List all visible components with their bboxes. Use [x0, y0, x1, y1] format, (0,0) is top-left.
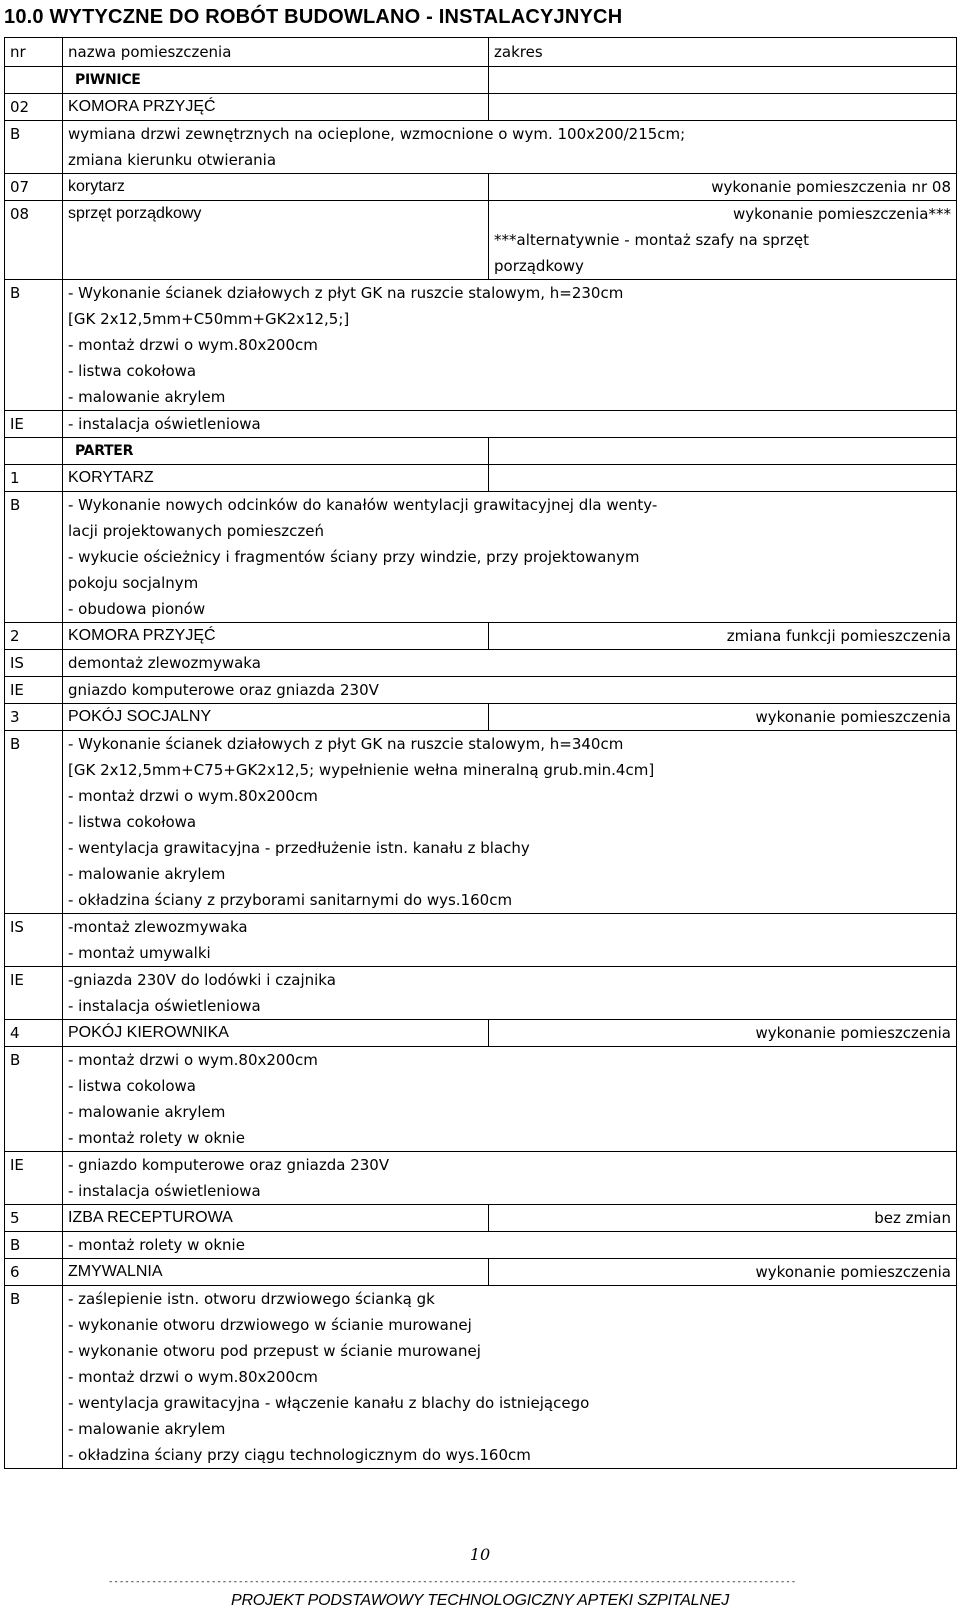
- description-line: pokoju socjalnym: [68, 574, 199, 592]
- works-row: [5, 121, 957, 174]
- description-line: - malowanie akrylem: [68, 1420, 226, 1438]
- description-line: - okładzina ściany z przyborami sanitarnymi do wys.160cm: [68, 891, 513, 909]
- works-description: [63, 1152, 957, 1205]
- row-nr: IS: [5, 650, 63, 677]
- room-scope: [489, 67, 957, 94]
- works-description: [63, 914, 957, 967]
- scope-line: porządkowy: [494, 257, 584, 275]
- floor-label: PARTER: [63, 438, 489, 465]
- description-line: -montaż zlewozmywaka: [68, 918, 248, 936]
- works-row: [5, 914, 957, 967]
- room-name: korytarz: [63, 174, 489, 201]
- description-line: - wentylacja grawitacyjna - włączenie kanału z blachy do istniejącego: [68, 1394, 590, 1412]
- works-description: [63, 731, 957, 914]
- table-header-row: [5, 38, 957, 67]
- room-scope: zmiana funkcji pomieszczenia: [489, 623, 957, 650]
- row-nr: 5: [5, 1205, 63, 1232]
- room-row: [5, 201, 957, 280]
- description-line: [GK 2x12,5mm+C75+GK2x12,5; wypełnienie wełna mineralną grub.min.4cm]: [68, 761, 655, 779]
- description-line: gniazdo komputerowe oraz gniazda 230V: [68, 681, 379, 699]
- row-nr: 07: [5, 174, 63, 201]
- room-name: KOMORA PRZYJĘĆ: [63, 94, 489, 121]
- row-nr: IE: [5, 411, 63, 438]
- description-line: - okładzina ściany przy ciągu technologicznym do wys.160cm: [68, 1446, 531, 1464]
- row-nr: [5, 438, 63, 465]
- works-row: [5, 1152, 957, 1205]
- room-name: IZBA RECEPTUROWA: [63, 1205, 489, 1232]
- room-scope: bez zmian: [489, 1205, 957, 1232]
- works-description: [63, 1047, 957, 1152]
- works-row: [5, 1232, 957, 1259]
- room-name: KOMORA PRZYJĘĆ: [63, 623, 489, 650]
- works-table: [4, 37, 957, 1469]
- description-line: - Wykonanie nowych odcinków do kanałów wentylacji grawitacyjnej dla wenty-: [68, 496, 658, 514]
- description-line: demontaż zlewozmywaka: [68, 654, 261, 672]
- header-scope: zakres: [489, 38, 957, 67]
- room-scope: wykonanie pomieszczenia: [489, 704, 957, 731]
- description-line: - wykucie ościeżnicy i fragmentów ściany przy windzie, przy projektowanym: [68, 548, 640, 566]
- floor-label: PIWNICE: [63, 67, 489, 94]
- works-row: [5, 280, 957, 411]
- description-line: zmiana kierunku otwierania: [68, 151, 277, 169]
- description-line: - montaż drzwi o wym.80x200cm: [68, 1368, 318, 1386]
- row-nr: 6: [5, 1259, 63, 1286]
- section-row: [5, 67, 957, 94]
- row-nr: IE: [5, 967, 63, 1020]
- description-line: - wentylacja grawitacyjna - przedłużenie istn. kanału z blachy: [68, 839, 530, 857]
- row-nr: 08: [5, 201, 63, 280]
- room-row: [5, 94, 957, 121]
- description-line: - malowanie akrylem: [68, 388, 226, 406]
- description-line: - Wykonanie ścianek działowych z płyt GK na ruszcie stalowym, h=340cm: [68, 735, 624, 753]
- row-nr: B: [5, 1232, 63, 1259]
- room-scope: wykonanie pomieszczenia: [489, 1259, 957, 1286]
- row-nr: IE: [5, 1152, 63, 1205]
- description-line: - listwa cokołowa: [68, 813, 197, 831]
- works-description: [63, 967, 957, 1020]
- works-row: [5, 492, 957, 623]
- description-line: - malowanie akrylem: [68, 865, 226, 883]
- footer-rule: -------------------------------------------------------------------------------------------------------------------------------: [108, 1578, 797, 1587]
- works-row: [5, 1047, 957, 1152]
- room-name: sprzęt porządkowy: [63, 201, 489, 280]
- works-row: [5, 731, 957, 914]
- section-heading: 10.0 WYTYCZNE DO ROBÓT BUDOWLANO - INSTALACYJNYCH: [4, 6, 623, 28]
- row-nr: IE: [5, 677, 63, 704]
- room-row: [5, 1259, 957, 1286]
- room-row: [5, 1205, 957, 1232]
- room-row: [5, 174, 957, 201]
- description-line: lacji projektowanych pomieszczeń: [68, 522, 325, 540]
- description-line: - montaż drzwi o wym.80x200cm: [68, 336, 318, 354]
- section-row: [5, 438, 957, 465]
- room-scope: [489, 201, 957, 280]
- row-nr: B: [5, 731, 63, 914]
- description-line: - malowanie akrylem: [68, 1103, 226, 1121]
- scope-line: wykonanie pomieszczenia***: [733, 205, 951, 223]
- works-description: [63, 650, 957, 677]
- row-nr: 02: [5, 94, 63, 121]
- room-scope: [489, 438, 957, 465]
- scope-line: ***alternatywnie - montaż szafy na sprzęt: [494, 231, 809, 249]
- works-description: [63, 121, 957, 174]
- row-nr: B: [5, 1286, 63, 1469]
- description-line: - instalacja oświetleniowa: [68, 997, 261, 1015]
- works-description: [63, 280, 957, 411]
- description-line: - instalacja oświetleniowa: [68, 415, 261, 433]
- footer-title: PROJEKT PODSTAWOWY TECHNOLOGICZNY APTEKI SZPITALNEJ: [230, 1592, 730, 1609]
- row-nr: [5, 67, 63, 94]
- description-line: -gniazda 230V do lodówki i czajnika: [68, 971, 336, 989]
- description-line: - listwa cokolowa: [68, 1077, 196, 1095]
- works-row: [5, 1286, 957, 1469]
- description-line: - montaż rolety w oknie: [68, 1236, 245, 1254]
- page-number: 10: [469, 1545, 491, 1564]
- room-scope: wykonanie pomieszczenia: [489, 1020, 957, 1047]
- row-nr: 1: [5, 465, 63, 492]
- description-line: - obudowa pionów: [68, 600, 206, 618]
- room-name: POKÓJ KIEROWNIKA: [63, 1020, 489, 1047]
- row-nr: B: [5, 280, 63, 411]
- room-name: ZMYWALNIA: [63, 1259, 489, 1286]
- works-description: [63, 1286, 957, 1469]
- room-row: [5, 704, 957, 731]
- room-row: [5, 1020, 957, 1047]
- row-nr: B: [5, 1047, 63, 1152]
- works-row: [5, 411, 957, 438]
- works-description: [63, 492, 957, 623]
- description-line: - montaż drzwi o wym.80x200cm: [68, 787, 318, 805]
- room-row: [5, 465, 957, 492]
- room-scope: [489, 465, 957, 492]
- row-nr: B: [5, 492, 63, 623]
- row-nr: 4: [5, 1020, 63, 1047]
- works-description: [63, 1232, 957, 1259]
- room-scope: wykonanie pomieszczenia nr 08: [489, 174, 957, 201]
- description-line: - instalacja oświetleniowa: [68, 1182, 261, 1200]
- description-line: - wykonanie otworu drzwiowego w ścianie murowanej: [68, 1316, 472, 1334]
- works-description: [63, 411, 957, 438]
- description-line: - montaż umywalki: [68, 944, 211, 962]
- row-nr: 3: [5, 704, 63, 731]
- works-row: [5, 677, 957, 704]
- works-row: [5, 967, 957, 1020]
- description-line: wymiana drzwi zewnętrznych na ocieplone, wzmocnione o wym. 100x200/215cm;: [68, 125, 686, 143]
- description-line: - montaż drzwi o wym.80x200cm: [68, 1051, 318, 1069]
- works-description: [63, 677, 957, 704]
- description-line: - gniazdo komputerowe oraz gniazda 230V: [68, 1156, 390, 1174]
- row-nr: IS: [5, 914, 63, 967]
- description-line: - Wykonanie ścianek działowych z płyt GK na ruszcie stalowym, h=230cm: [68, 284, 624, 302]
- description-line: - montaż rolety w oknie: [68, 1129, 245, 1147]
- row-nr: 2: [5, 623, 63, 650]
- description-line: - zaślepienie istn. otworu drzwiowego ścianką gk: [68, 1290, 435, 1308]
- works-table-body: [5, 38, 957, 1469]
- header-nr: nr: [5, 38, 63, 67]
- room-scope: [489, 94, 957, 121]
- room-name: KORYTARZ: [63, 465, 489, 492]
- description-line: - listwa cokołowa: [68, 362, 197, 380]
- row-nr: B: [5, 121, 63, 174]
- description-line: - wykonanie otworu pod przepust w ścianie murowanej: [68, 1342, 481, 1360]
- header-room-name: nazwa pomieszczenia: [63, 38, 489, 67]
- room-row: [5, 623, 957, 650]
- room-name: POKÓJ SOCJALNY: [63, 704, 489, 731]
- works-row: [5, 650, 957, 677]
- description-line: [GK 2x12,5mm+C50mm+GK2x12,5;]: [68, 310, 350, 328]
